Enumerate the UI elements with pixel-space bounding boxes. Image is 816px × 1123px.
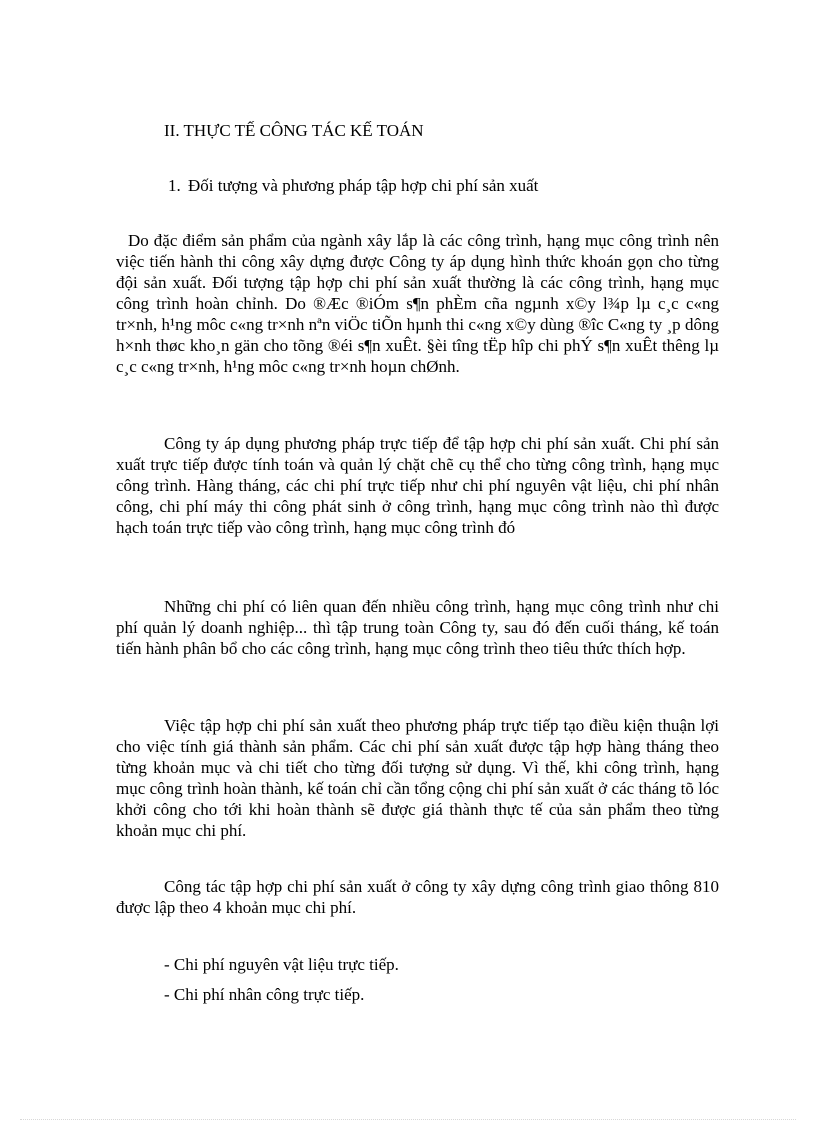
section-number: 1.	[168, 176, 181, 195]
section-heading	[168, 175, 538, 197]
paragraph-5: Công tác tập hợp chi phí sản xuất ở công ty xây dựng công trình giao thông 810 được lập theo 4 khoản mục chi phí.	[116, 877, 719, 917]
list-item-direct-labor: - Chi phí nhân công trực tiếp.	[164, 985, 365, 1004]
section-title: Đối tượng và phương pháp tập hợp chi phí sản xuất	[188, 176, 539, 195]
page-bottom-rule	[20, 1119, 796, 1120]
paragraph-1: Do đặc điểm sản phẩm của ngành xây lắp là các công trình, hạng mục công trình nên việc tiến hành thi công xây dựng được Công ty áp dụng hình thức khoán gọn cho từng đội sản xuất. Đối tượng tập hợp chi phí sản xuất thường là các công trình, hạng mục công trình hoàn chỉnh. Do ®Æc ®iÓm s¶n phÈm cña ngµnh x©y l¾p lµ c¸c c«ng tr×nh, h¹ng môc c«ng tr×nh nªn viÖc tiÕn hµnh thi c«ng x©y dùng ®îc C«ng ty ¸p dông h×nh thøc kho¸n gän cho tõng ®éi s¶n xuÊt. §èi tîng tËp hîp chi phÝ s¶n xuÊt thêng lµ c¸c c«ng tr×nh, h¹ng môc c«ng tr×nh hoµn chØnh.	[116, 231, 719, 376]
paragraph-2: Công ty áp dụng phương pháp trực tiếp để tập hợp chi phí sản xuất. Chi phí sản xuất trực tiếp được tính toán và quản lý chặt chẽ cụ thể cho từng công trình, hạng mục công trình. Hàng tháng, các chi phí trực tiếp như chi phí nguyên vật liệu, chi phí nhân công, chi phí máy thi công phát sinh ở công trình, hạng mục công trình nào thì được hạch toán trực tiếp vào công trình, hạng mục công trình đó	[116, 434, 719, 537]
list-item-direct-materials: - Chi phí nguyên vật liệu trực tiếp.	[164, 955, 399, 974]
chapter-heading: II. THỰC TẾ CÔNG TÁC KẾ TOÁN	[164, 121, 424, 140]
paragraph-4: Việc tập hợp chi phí sản xuất theo phương pháp trực tiếp tạo điều kiện thuận lợi cho việc tính giá thành sản phẩm. Các chi phí sản xuất được tập hợp hàng tháng theo từng khoản mục và chi tiết cho từng đối tượng sử dụng. Vì thế, khi công trình, hạng mục công trình hoàn thành, kế toán chỉ cần tổng cộng chi phí sản xuất ở các tháng tõ lóc khởi công cho tới khi hoàn thành sẽ được giá thành thực tế của sản phẩm theo từng khoản mục chi phí.	[116, 716, 719, 840]
paragraph-3: Những chi phí có liên quan đến nhiều công trình, hạng mục công trình như chi phí quản lý doanh nghiệp... thì tập trung toàn Công ty, sau đó đến cuối tháng, kế toán tiến hành phân bổ cho các công trình, hạng mục công trình theo tiêu thức thích hợp.	[116, 597, 719, 658]
